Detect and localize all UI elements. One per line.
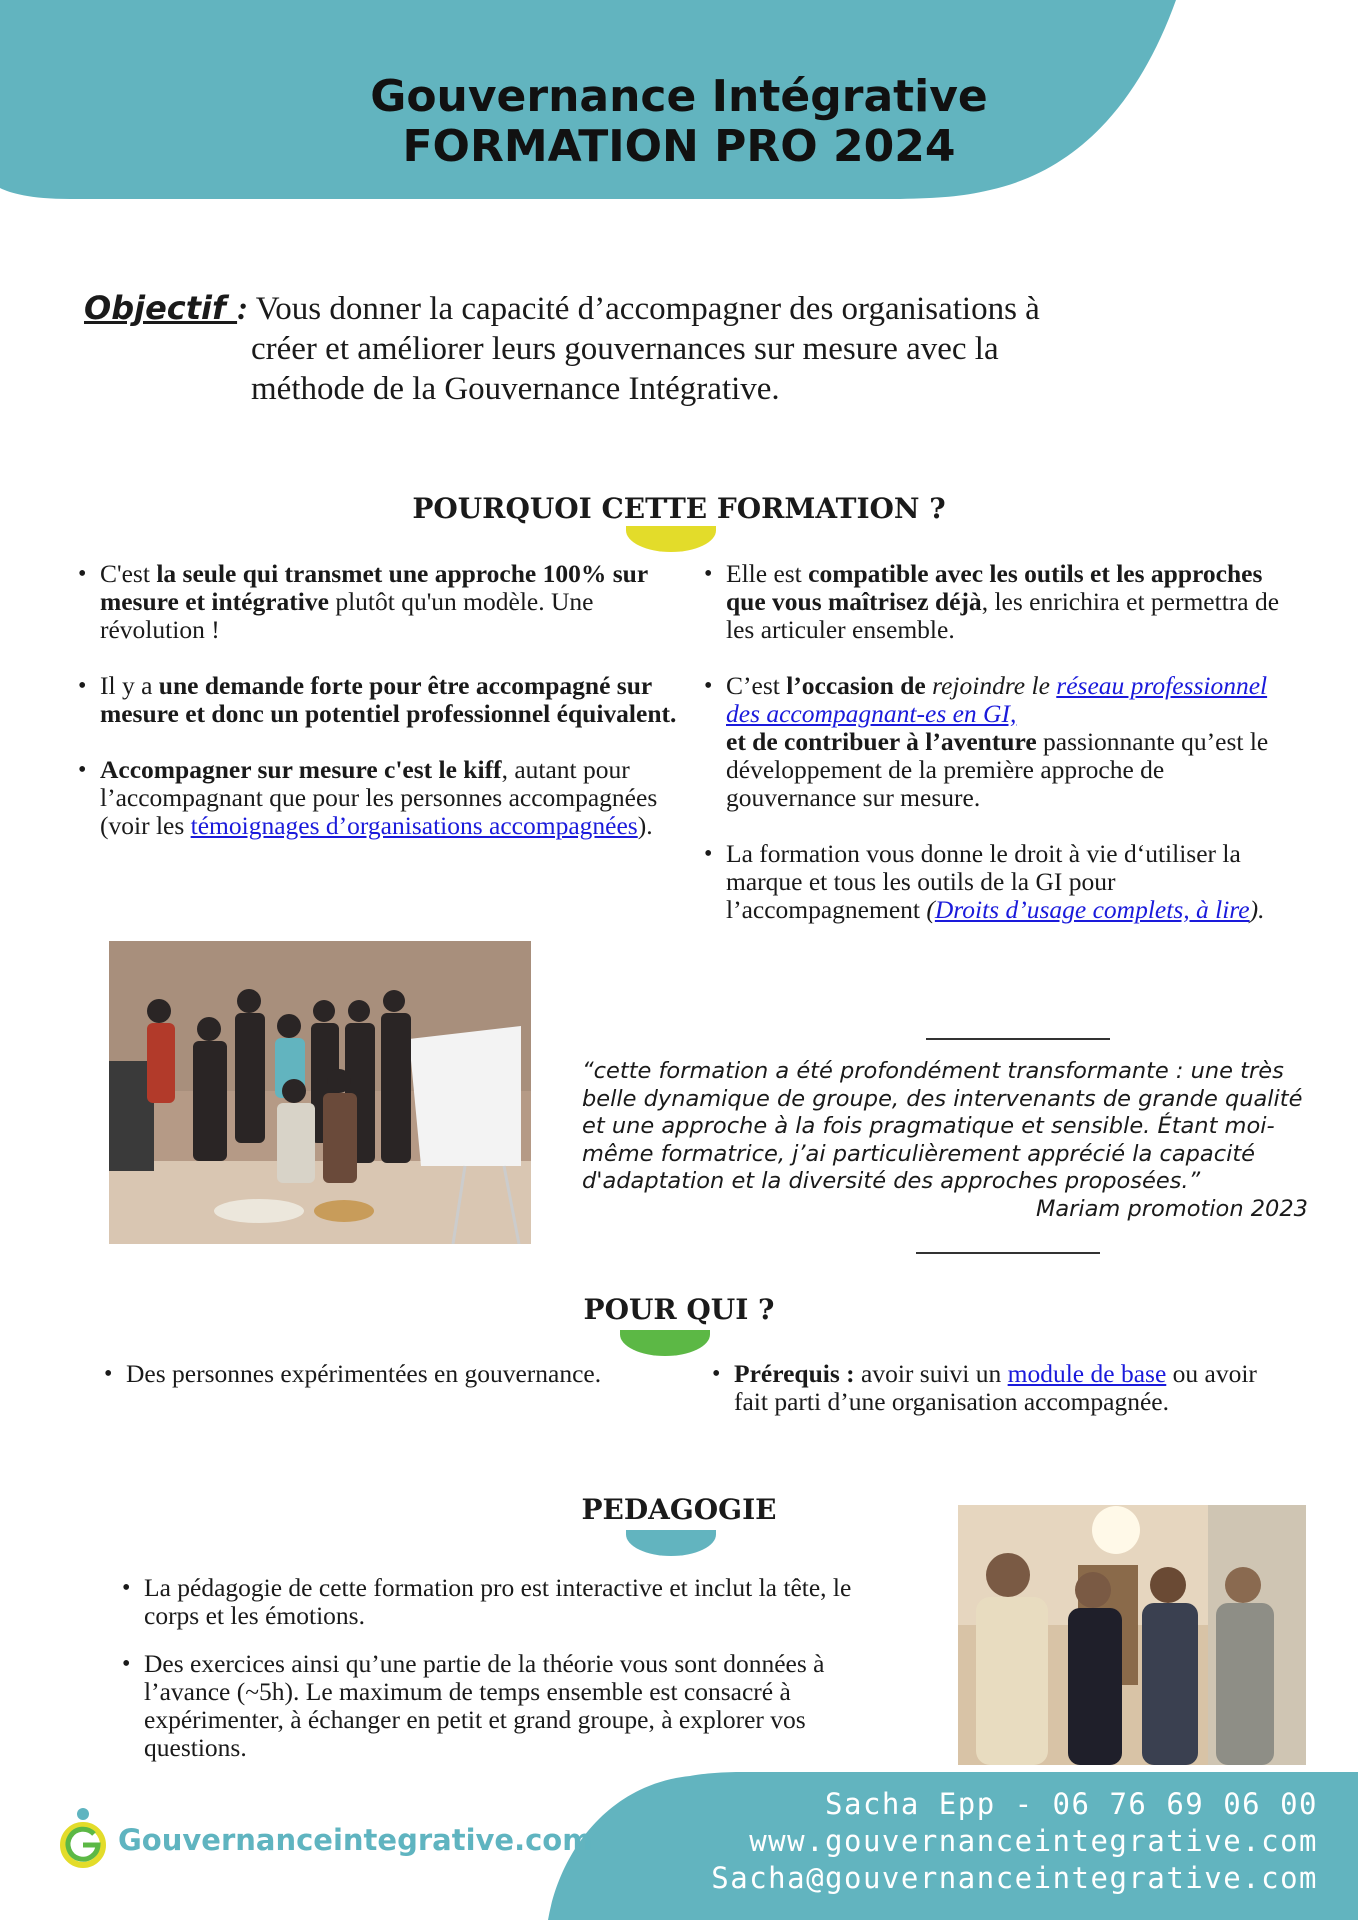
list-item: • Des personnes expérimentées en gouvernance.: [102, 1360, 622, 1388]
contact-email[interactable]: Sacha@gouvernanceintegrative.com: [711, 1861, 1318, 1895]
list-item: • C’est l’occasion de rejoindre le réseau professionnel des accompagnant-es en GI, et de contribuer à l’aventure passionnante qu’est le développement de la première approche de gouvernance sur mesure.: [702, 672, 1292, 812]
network-link[interactable]: réseau professionnel des accompagnant-es en GI,: [726, 671, 1268, 728]
objective-text-2: créer et améliorer leurs gouvernances sur mesure avec la: [251, 331, 999, 367]
testimonials-link[interactable]: témoignages d’organisations accompagnées: [190, 811, 638, 840]
pedagogy-list: [120, 1574, 900, 1790]
for-whom-right: [710, 1360, 1270, 1444]
pedagogy-accent: [626, 1530, 716, 1556]
section-title-pedagogy: PEDAGOGIE: [581, 1493, 777, 1526]
usage-rights-link[interactable]: Droits d’usage complets, à lire: [934, 895, 1250, 924]
list-item: • Il y a une demande forte pour être accompagné sur mesure et donc un potentiel professionnel équivalent.: [76, 672, 692, 728]
contact-block: [711, 1786, 1318, 1897]
testimonial-text: “cette formation a été profondément transformante : une très belle dynamique de groupe, des intervenants de grande qualité et une approche à la fois pragmatique et sensible. Étant moi-même formatrice, j’ai particulièrement apprécié la capacité d'adaptation et la diversité des approches proposées.”: [582, 1058, 1303, 1194]
list-item: • Accompagner sur mesure c'est le kiff, autant pour l’accompagnant que pour les personnes accompagnées (voir les témoignages d’organisations accompagnées).: [76, 756, 692, 840]
divider-bottom: [916, 1252, 1100, 1254]
logo-icon: [58, 1805, 108, 1869]
for-whom-left: [102, 1360, 622, 1416]
list-item: • Prérequis : avoir suivi un module de base ou avoir fait parti d’une organisation accompagnée.: [710, 1360, 1270, 1416]
list-item: • Elle est compatible avec les outils et les approches que vous maîtrisez déjà, les enrichira et permettra de les articuler ensemble.: [702, 560, 1292, 644]
list-item: • La formation vous donne le droit à vie d‘utiliser la marque et tous les outils de la GI pour l’accompagnement (Droits d’usage complets, à lire).: [702, 840, 1292, 924]
group-photo: [109, 941, 531, 1244]
testimonial-author: Mariam promotion 2023: [1035, 1195, 1308, 1222]
testimonial: [582, 1058, 1308, 1223]
trainers-photo: [958, 1505, 1306, 1765]
section-title-for-whom: POUR QUI ?: [583, 1293, 775, 1326]
contact-website[interactable]: www.gouvernanceintegrative.com: [749, 1824, 1318, 1858]
objective-text-3: méthode de la Gouvernance Intégrative.: [251, 371, 780, 407]
objective-label: Objectif: [84, 289, 238, 327]
objective-text-1: Vous donner la capacité d’accompagner des organisations à: [248, 291, 1040, 327]
objective-colon: :: [237, 291, 249, 327]
base-module-link[interactable]: module de base: [1007, 1359, 1167, 1388]
list-item: • C'est la seule qui transmet une approche 100% sur mesure et intégrative plutôt qu'un modèle. Une révolution !: [76, 560, 692, 644]
for-whom-accent: [620, 1330, 710, 1356]
why-left-column: [76, 560, 692, 868]
why-right-column: [702, 560, 1292, 952]
why-accent: [626, 526, 716, 552]
title-line-1: Gouvernance Intégrative: [370, 71, 988, 122]
title-line-2: FORMATION PRO 2024: [402, 121, 956, 172]
objective-block: [84, 288, 1244, 409]
page-title: [0, 72, 1358, 172]
list-item: • La pédagogie de cette formation pro est interactive et inclut la tête, le corps et les émotions.: [120, 1574, 900, 1630]
footer-logo-text: Gouvernanceintegrative.com: [118, 1823, 593, 1857]
section-title-why: POURQUOI CETTE FORMATION ?: [412, 492, 946, 525]
list-item: • Des exercices ainsi qu’une partie de la théorie vous sont données à l’avance (~5h). Le maximum de temps ensemble est consacré à expérimenter, à échanger en petit et grand groupe, à explorer vos questions.: [120, 1650, 900, 1762]
contact-name-phone: Sacha Epp - 06 76 69 06 00: [825, 1787, 1318, 1821]
divider-top: [926, 1038, 1110, 1040]
